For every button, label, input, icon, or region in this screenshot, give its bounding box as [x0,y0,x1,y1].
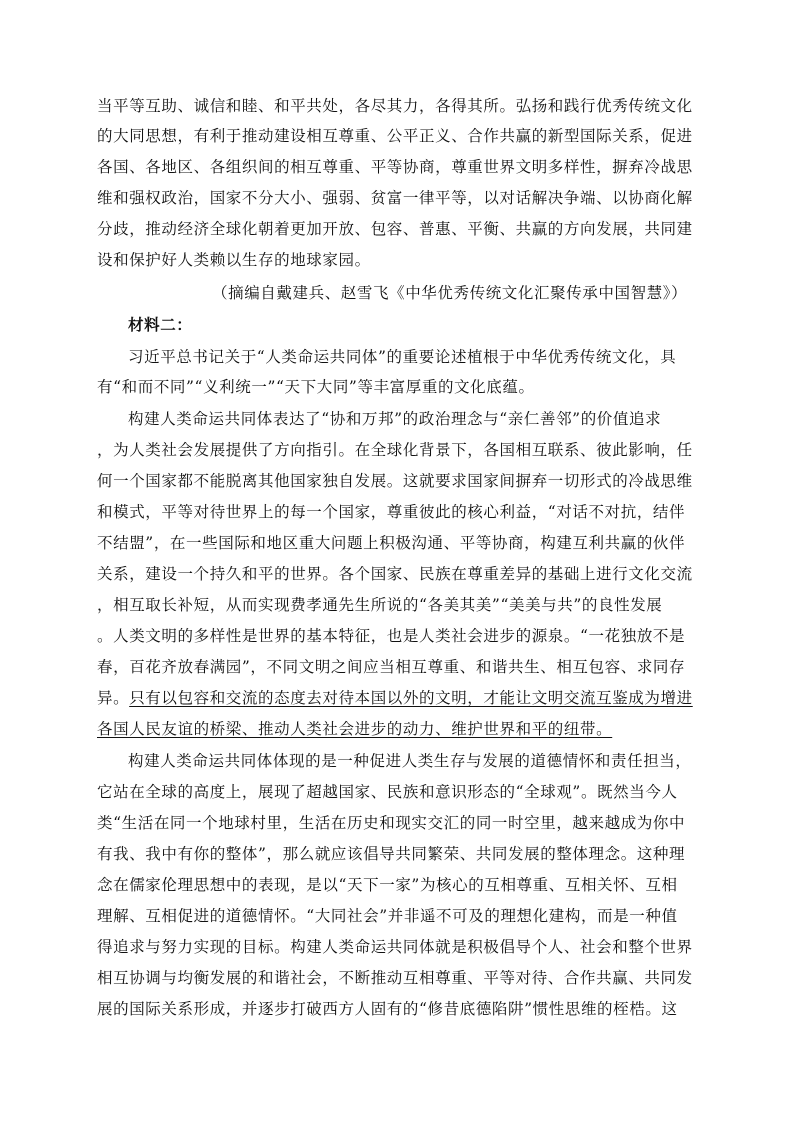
text-line: 分歧，推动经济全球化朝着更加开放、包容、普惠、平衡、共赢的方向发展，共同建 [97,220,693,238]
text-line: 有我、我中有你的整体”，那么就应该倡导共同繁荣、共同发展的整体理念。这种理 [97,845,686,863]
text-line: 展的国际关系形成，并逐步打破西方人固有的“修昔底德陷阱”惯性思维的桎梏。这 [97,1000,678,1018]
text-line: ，为人类社会发展提供了方向指引。在全球化背景下，各国相互联系、彼此影响，任 [97,441,693,459]
text-line: 维和强权政治，国家不分大小、强弱、贫富一律平等，以对话解决争端、以协商化解 [97,189,693,207]
text-line: 春，百花齐放春满园”，不同文明之间应当相互尊重、和谐共生、相互包容、求同存 [97,658,686,676]
text-line: 构建人类命运共同体体现的是一种促进人类生存与发展的道德情怀和责任担当， [128,752,692,770]
text-line: 不结盟”，在一些国际和地区重大问题上积极沟通、平等协商，构建互利共赢的伙伴 [97,534,686,552]
text-line: 得追求与努力实现的目标。构建人类命运共同体就是积极倡导个人、社会和整个世界 [97,938,693,956]
text-line: 各国、各地区、各组织间的相互尊重、平等协商，尊重世界文明多样性，摒弃冷战思 [97,158,693,176]
text-line: 类“生活在同一个地球村里，生活在历史和现实交汇的同一时空里，越来越成为你中 [97,814,686,832]
text-line: 关系，建设一个持久和平的世界。各个国家、民族在尊重差异的基础上进行文化交流 [97,565,693,583]
section-heading: 材料二： [128,315,193,334]
text-line: 和模式，平等对待世界上的每一个国家，尊重彼此的核心利益，“对话不对抗，结伴 [97,503,686,521]
underlined-sentence-end: 各国人民友谊的桥梁、推动人类社会进步的动力、维护世界和平的纽带。 [97,720,613,738]
text-line: 。人类文明的多样性是世界的基本特征，也是人类社会进步的源泉。“一花独放不是 [97,627,686,645]
underlined-sentence: 只有以包容和交流的态度去对待本国以外的文明，才能让文明交流互鉴成为增进 [129,689,693,707]
text-line [97,688,693,708]
text-line: 当平等互助、诚信和睦、和平共处，各尽其力，各得其所。弘扬和践行优秀传统文化 [97,97,693,115]
text-line: ，相互取长补短，从而实现费孝通先生所说的“各美其美”“美美与共”的良性发展 [97,596,663,614]
text-line: 习近平总书记关于“人类命运共同体”的重要论述植根于中华优秀传统文化，具 [128,348,677,366]
text-line: 设和保护好人类赖以生存的地球家园。 [97,251,371,269]
text-line: 它站在全球的高度上，展现了超越国家、民族和意识形态的“全球观”。既然当今人 [97,783,678,801]
text-line: 何一个国家都不能脱离其他国家独自发展。这就要求国家间摒弃一切形式的冷战思维 [97,472,693,490]
text-line: 相互协调与均衡发展的和谐社会，不断推动互相尊重、平等对待、合作共赢、共同发 [97,969,693,987]
text-line: 理解、互相促进的道德情怀。“大同社会”并非遥不可及的理想化建构，而是一种值 [97,907,678,925]
text-line: 念在儒家伦理思想中的表现，是以“天下一家”为核心的互相尊重、互相关怀、互相 [97,876,678,894]
source-citation: （摘编自戴建兵、赵雪飞《中华优秀传统文化汇聚传承中国智慧》） [212,284,688,302]
text-line: 有“和而不同”“义利统一”“天下大同”等丰富厚重的文化底蕴。 [97,378,535,396]
text-line: 构建人类命运共同体表达了“协和万邦”的政治理念与“亲仁善邻”的价值追求 [128,410,662,428]
text-line: 的大同思想，有利于推动建设相互尊重、公平正义、合作共赢的新型国际关系，促进 [97,127,693,145]
text-segment: 异。 [97,689,130,707]
